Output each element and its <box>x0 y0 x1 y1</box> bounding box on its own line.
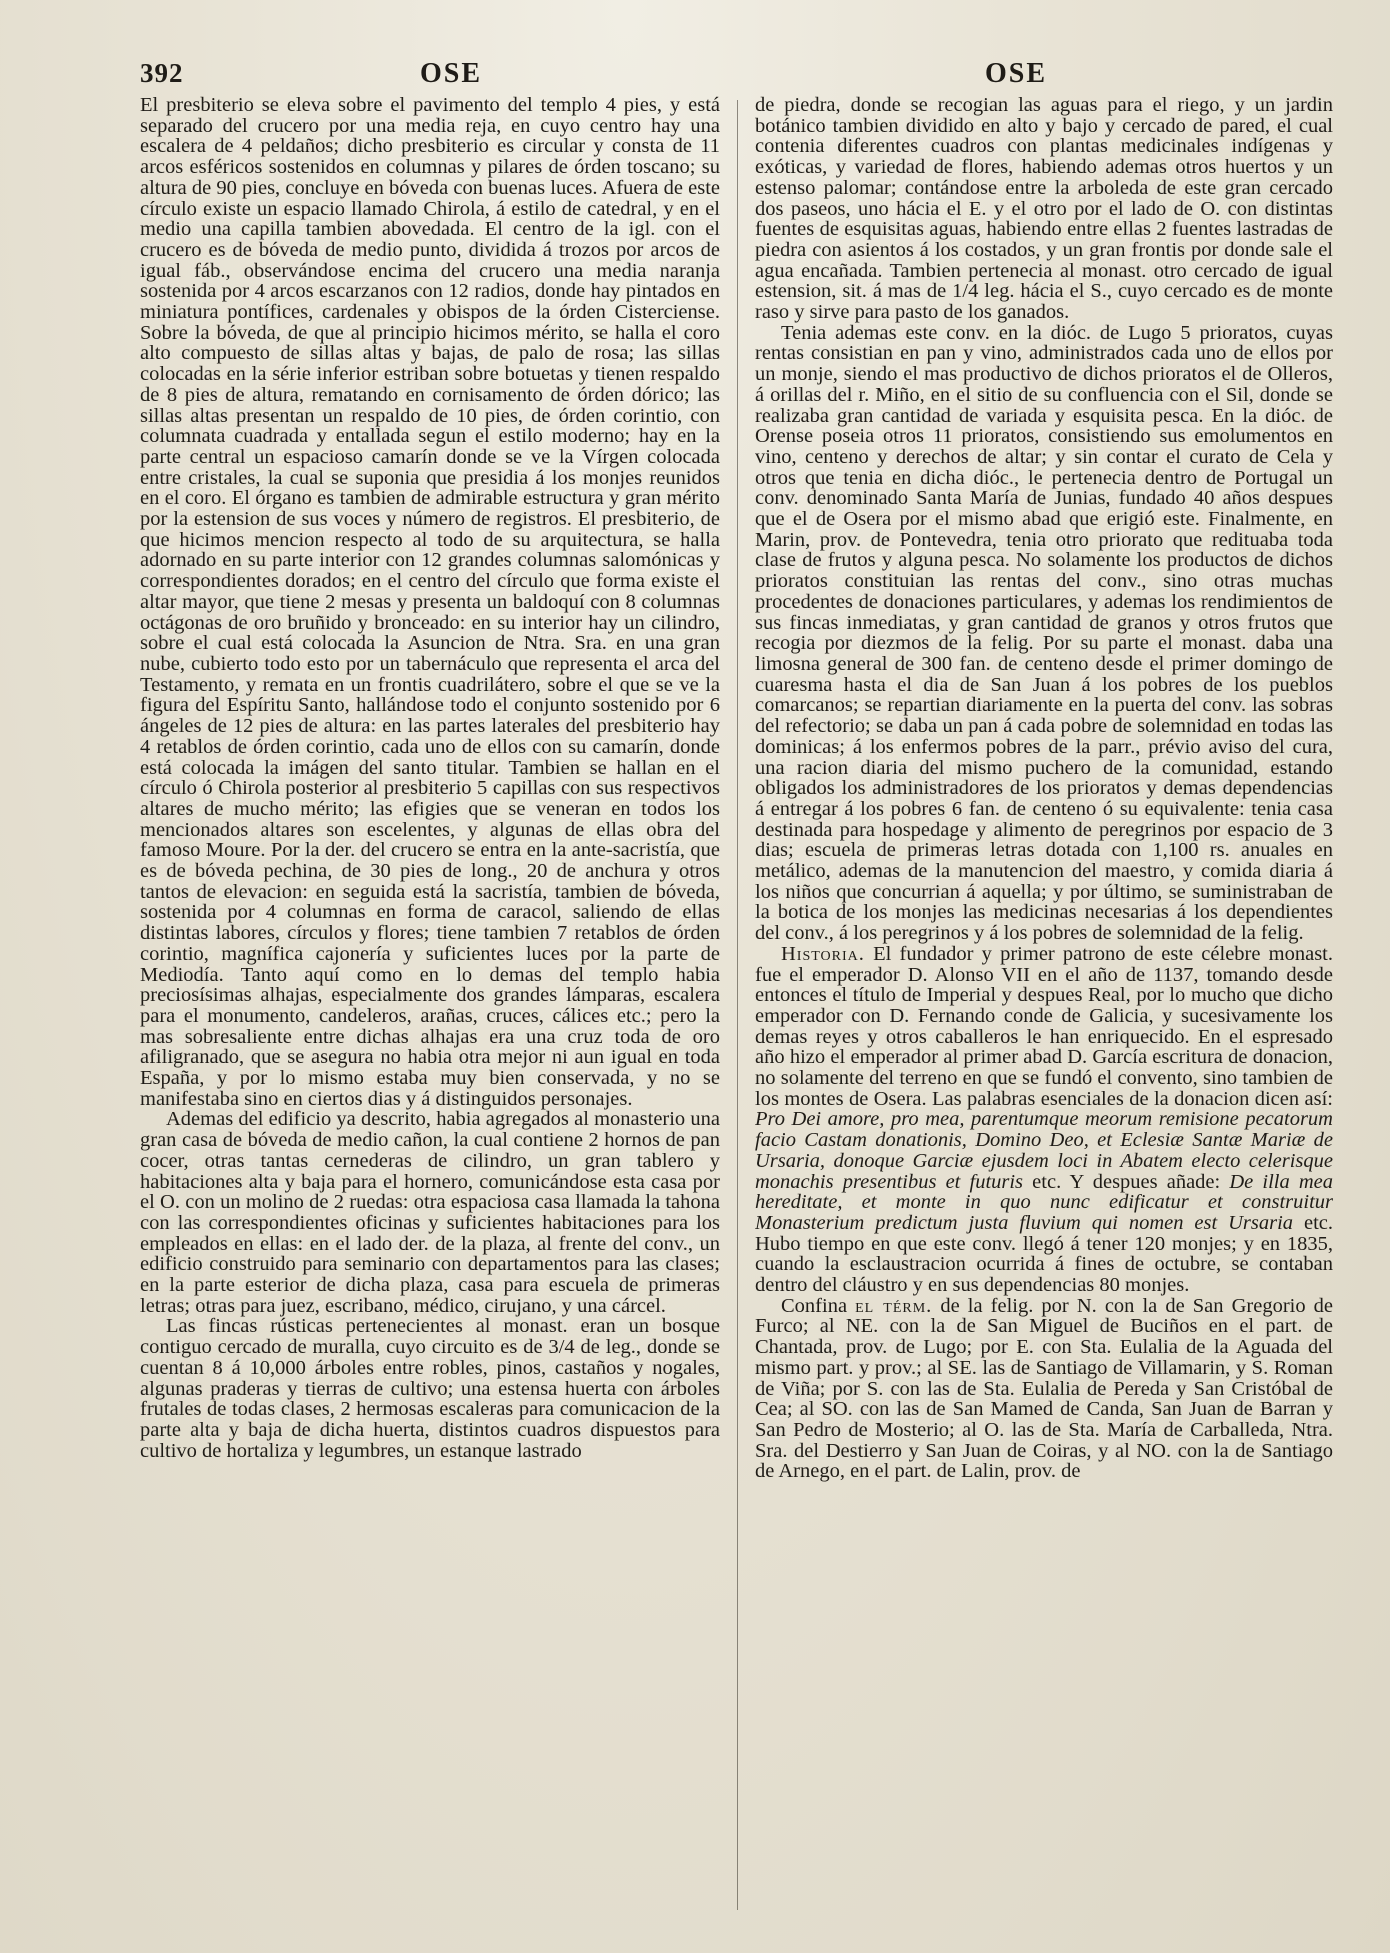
latin-quote: Pro Dei amore, pro mea, parentumque meorum remisione pecatorum facio Castam donationis, Domino Deo, et Eclesiæ Santæ Mariæ de Ursaria, donoque Garciæ ejusdem loci in Abatem electo celerisque monachis presentibus et futuris <box>755 1108 1333 1193</box>
page-number: 392 <box>140 58 184 88</box>
paragraph: Tenia ademas este conv. en la dióc. de Lugo 5 prioratos, cuyas rentas consistian en pan y vino, administrados cada uno de ellos por un monje, siendo el mas productivo de dichos prioratos el de Olleros, á orillas del r. Miño, en el sitio de su confluencia con el Sil, donde se realizaba gran cantidad de variada y esquisita pesca. En la dióc. de Orense poseia otros 11 prioratos, consistiendo sus emolumentos en vino, centeno y derechos de altar; y sin contar el curato de Cela y otros que tenia en dicha dióc., le pertenecia dentro de Portugal un conv. denominado Santa María de Junias, fundado 40 años despues que el de Osera por el mismo abad que erigió este. Finalmente, en Marin, prov. de Pontevedra, tenia otro priorato que redituaba toda clase de frutos y alguna pesca. No solamente los productos de dichos prioratos constituian las rentas del conv., sino otras muchas procedentes de donaciones particulares, y ademas los rendimientos de sus fincas inmediatas, y gran cantidad de granos y otros frutos que recogia por diezmos de la felig. Por su parte el monast. daba una limosna general de 300 fan. de centeno desde el primer domingo de cuaresma hasta el dia de San Juan á los pobres de los pueblos comarcanos; se repartian diariamente en la puerta del conv. las sobras del refectorio; se daba un pan á cada pobre de solemnidad en todas las dominicas; á los enfermos pobres de la parr., prévio aviso del cura, una racion diaria del mismo puchero de la comunidad, estando obligados los administradores de los prioratos y demas dependencias á entregar á los pobres 6 fan. de centeno ó su equivalente: tenia casa destinada para hospedage y alimento de peregrinos por espacio de 3 dias; escuela de primeras letras dotada con 1,100 rs. anuales en metálico, ademas de la manutencion del maestro, y comida diaria á los niños que concurrian á aquella; y por último, se suministraban de la botica de los monjes las medicinas necesarias á los dependientes del conv., á los peregrinos y á los pobres de solemnidad de la felig. <box>755 321 1333 945</box>
latin-quote: De illa mea hereditate, et monte in quo nunc edificatur et construitur Monasterium predictum justa fluvium qui nomen est Ursaria <box>755 1170 1333 1234</box>
paragraph: de piedra, donde se recogian las aguas para el riego, y un jardin botánico tambien dividido en alto y bajo y cercado de pared, el cual contenia diferentes cuadros con plantas medicinales indígenas y exóticas, y variedad de flores, habiendo ademas otros huertos y un estenso palomar; contándose entre la arboleda de este gran cercado dos paseos, uno hácia el E. y el otro por el lado de O. con distintas fuentes de esquisitas aguas, habiendo entre ellas 2 fuentes lastradas de piedra con asientos á los costados, y un gran frontis por donde sale el agua encañada. Tambien pertenecia al monast. otro cercado de igual estension, sit. á mas de 1/4 leg. hácia el S., cuyo cercado es de monte raso y sirve para pasto de los ganados. <box>755 95 1333 324</box>
paragraph-text: etc. Hubo tiempo en que este conv. llegó á tener 120 monjes; y en 1835, cuando la esclaustracion ocurrida á fines de octubre, se contaban dentro del cláustro y en sus dependencias 80 monjes. <box>755 1211 1333 1297</box>
column-divider <box>737 100 738 1910</box>
paragraph: El presbiterio se eleva sobre el pavimento del templo 4 pies, y está separado del crucero por una media reja, en cuyo centro hay una escalera de 4 peldaños; dicho presbiterio es circular y consta de 11 arcos esféricos sostenidos en columnas y pilares de órden toscano; su altura de 90 pies, concluye en bóveda con buenas luces. Afuera de este círculo existe un espacio llamado Chirola, á estilo de catedral, y en el medio una capilla tambien abovedada. El centro de la igl. con el crucero es de bóveda de medio punto, dividida á trozos por arcos de igual fáb., observándose encima del crucero una media naranja sostenida por 4 arcos escarzanos con 12 radios, donde hay pintados en miniatura pontífices, cardenales y obispos de la órden Cisterciense. Sobre la bóveda, de que al principio hicimos mérito, se halla el coro alto compuesto de sillas altas y bajas, de palo de rosa; las sillas colocadas en la série inferior estriban sobre botuetas y tienen respaldo de 8 pies de altura, rematando en cornisamento de órden dórico; las sillas altas presentan un respaldo de 10 pies, de órden corintio, con columnata cuadrada y entallada segun el estilo moderno; hay en la parte central un espacioso camarín donde se ve la Vírgen colocada entre cristales, la cual se suponia que presidia á los monjes reunidos en el coro. El órgano es tambien de admirable estructura y gran mérito por la estension de sus voces y número de registros. El presbiterio, de que hicimos mencion respecto al todo de su arquitectura, se halla adornado en su parte interior con 12 grandes columnas salomónicas y correspondientes dorados; en el centro del círculo que forma existe el altar mayor, que tiene 2 mesas y presenta un baldoquí con 8 columnas octágonas de oro bruñido y bronceado: en su interior hay un cilindro, sobre el cual está colocada la Asuncion de Ntra. Sra. en una gran nube, cubierto todo esto por un tabernáculo que representa el arca del Testamento, y remata en un frontis cuadrilátero, sobre el que se ve la figura del Espíritu Santo, hallándose todo el conjunto sostenido por 6 ángeles de 12 pies de altura: en las partes laterales del presbiterio hay 4 retablos de órden corintio, cada uno de ellos con su camarín, donde está colocada la imágen del santo titular. Tambien se hallan en el círculo ó Chirola posterior al presbiterio 5 capillas con sus respectivos altares de mucho mérito; las efigies que se veneran en todos los mencionados altares son escelentes, y algunas de ellas obra del famoso Moure. Por la der. del crucero se entra en la ante-sacristía, que es de bóveda pechina, de 30 pies de long., 20 de anchura y otros tantos de elevacion: en seguida está la sacristía, tambien de bóveda, sostenida por 4 columnas en forma de caracol, saliendo de ellas distintas labores, círculos y flores; tiene tambien 7 retablos de órden corintio, magnífica cajonería y suficientes luces por la parte de Mediodía. Tanto aquí como en lo demas del templo habia preciosísimas alhajas, especialmente dos grandes lámparas, escalera para el monumento, candeleros, arañas, cruces, cálices etc.; pero la mas sobresaliente entre dichas alhajas era una cruz toda de oro afiligranado, que se asegura no habia otra mejor ni aun igual en toda España, y por lo mismo estaba muy bien conservada, y no se manifestaba sino en ciertos dias y á distinguidos personajes. <box>140 95 720 1110</box>
page-header <box>140 58 1330 98</box>
paragraph-text: El fundador y primer patrono de este célebre monast. fue el emperador D. Alonso VII en el año de 1137, tomando desde entonces el título de Imperial y despues Real, por lo mucho que dicho emperador con D. Fernando conde de Galicia, y sucesivamente los demas reyes y otros caballeros le han enriquecido. En el espresado año hizo el emperador al primer abad D. García escritura de donacion, no solamente del terreno en que se fundó el convento, sino tambien de los montes de Osera. Las palabras esenciales de la donacion dicen así: <box>755 942 1333 1110</box>
paragraph-text: de la felig. por N. con la de San Gregorio de Furco; al NE. con la de San Miguel de Buciños en el part. de Chantada, prov. de Lugo; por E. con Sta. Eulalia de la Aguada del mismo part. y prov.; al SE. las de Santiago de Villamarin, y S. Roman de Viña; por S. con las de Sta. Eulalia de Pereda y San Cristóbal de Cea; al SO. con las de San Mamed de Canda, San Juan de Barran y San Pedro de Mosterio; al O. las de Sta. María de Carballeda, Ntra. Sra. del Destierro y San Juan de Coiras, y al NO. con la de Santiago de Arnego, en el part. de Lalin, prov. de <box>755 1294 1333 1483</box>
paragraph-lead: Confina <box>781 1294 848 1317</box>
paragraph: Ademas del edificio ya descrito, habia agregados al monasterio una gran casa de bóveda de medio cañon, la cual contiene 2 hornos de pan cocer, otras tantas cernederas de cilindro, un gran tablero y habitaciones alta y baja para el hornero, comunicándose esta casa por el O. con un molino de 2 ruedas: otra espaciosa casa llamada la tahona con las correspondientes oficinas y suficientes habitaciones para los empleados en ellas: en el lado der. de la plaza, al frente del conv., un edificio construido para seminario con departamentos para las clases; en la parte esterior de dicha plaza, casa para escuela de primeras letras; otras para juez, escribano, médico, cirujano, y una cárcel. <box>140 1108 720 1317</box>
running-head-left: OSE <box>420 58 483 89</box>
paragraph: Las fincas rústicas pertenecientes al monast. eran un bosque contiguo cercado de muralla, cuyo circuito es de 3/4 de leg., donde se cuentan 8 á 10,000 árboles entre robles, pinos, castaños y nogales, algunas praderas y tierras de cultivo; una estensa huerta con árboles frutales de todas clases, 2 hermosas escaleras para comunicacion de la parte alta y baja de dicha huerta, distintos cuadros dispuestos para cultivo de hortaliza y legumbres, un estanque lastrado <box>140 1315 720 1462</box>
paragraph-confina <box>755 1296 1333 1482</box>
left-column <box>140 95 720 1935</box>
paragraph-historia <box>755 944 1333 1296</box>
right-column <box>755 95 1333 1935</box>
paragraph-text: etc. Y despues añade: <box>1032 1170 1221 1193</box>
section-head: Historia. <box>781 942 865 965</box>
running-head-right: OSE <box>985 58 1048 89</box>
term-abbrev: el térm. <box>855 1294 933 1317</box>
